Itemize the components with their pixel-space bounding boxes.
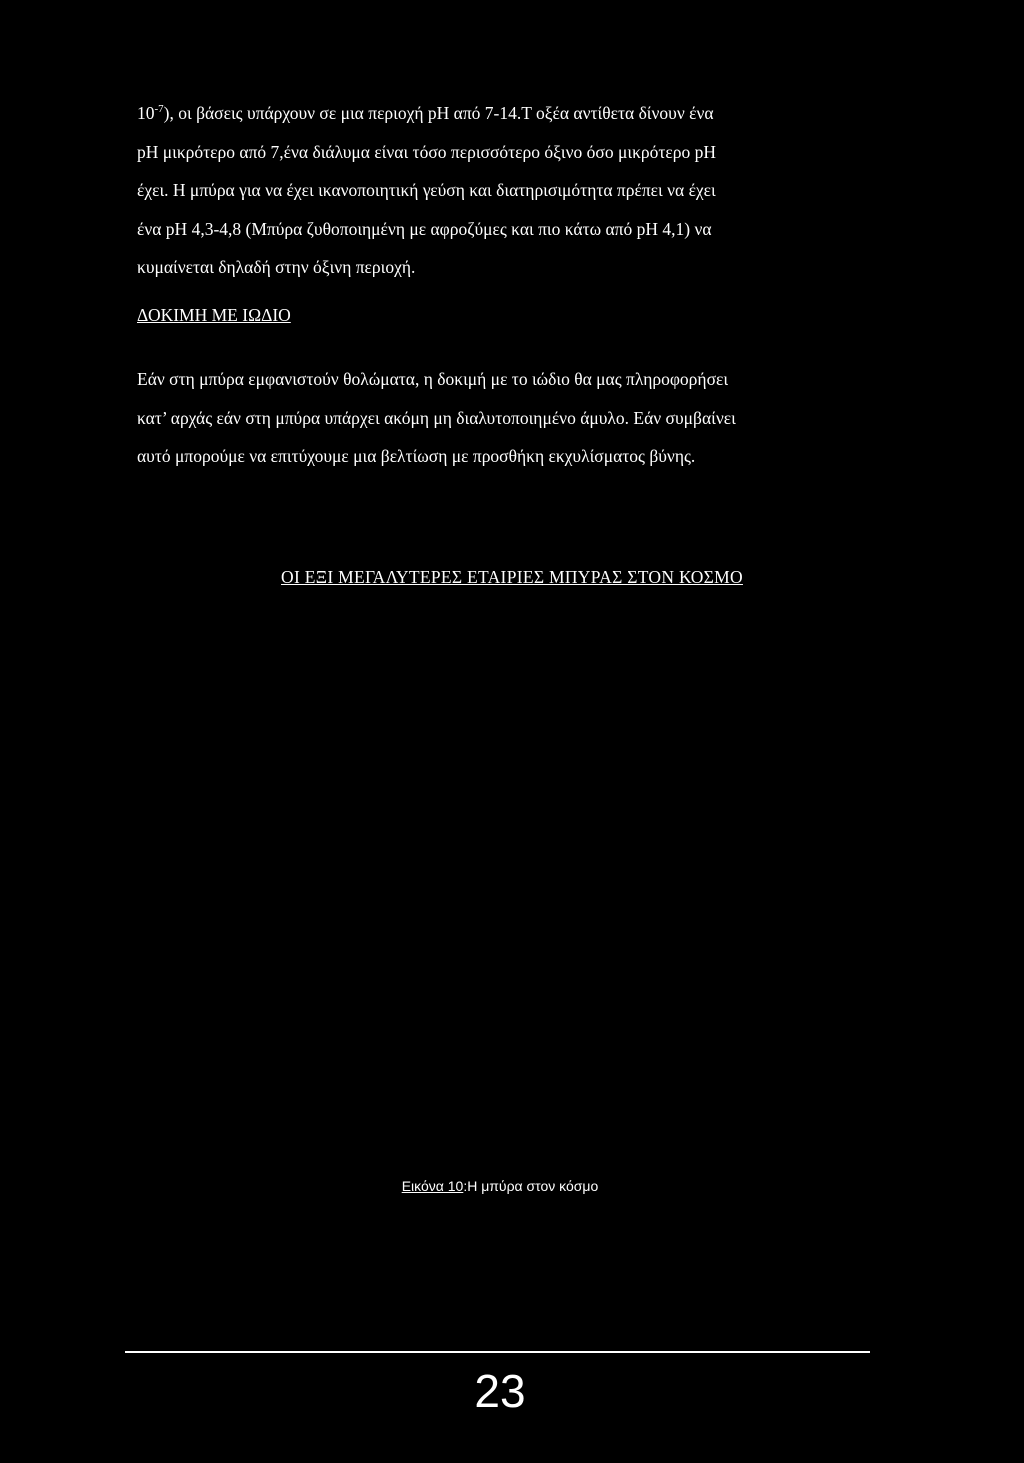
page-number: 23 bbox=[474, 1365, 526, 1417]
iodine-line-2: κατ’ αρχάς εάν στη μπύρα υπάρχει ακόμη μη διαλυτοποιημένο άμυλο. Εάν συμβαίνει bbox=[137, 407, 736, 428]
footer-divider bbox=[125, 1351, 870, 1353]
section-title: ΟΙ ΕΞΙ ΜΕΓΑΛΥΤΕΡΕΣ ΕΤΑΙΡΙΕΣ ΜΠΥΡΑΣ ΣΤΟΝ ΚΟΣΜΟ bbox=[281, 567, 743, 587]
iodine-test-heading: ΔΟΚΙΜΗ ΜΕ ΙΩΔΙΟ bbox=[137, 305, 291, 325]
iodine-line-1: Εάν στη μπύρα εμφανιστούν θολώματα, η δοκιμή με το ιώδιο θα μας πληροφορήσει bbox=[137, 369, 729, 389]
caption-text: :Η μπύρα στον κόσμο bbox=[463, 1178, 599, 1194]
iodine-line-3: αυτό μπορούμε να επιτύχουμε μια βελτίωση με προσθήκη εκχυλίσματος βύνης. bbox=[137, 446, 696, 466]
intro-line-3: έχει. Η μπύρα για να έχει ικανοποιητική γεύση και διατηρισιμότητα πρέπει να έχει bbox=[137, 180, 716, 200]
intro-paragraph bbox=[137, 94, 877, 287]
caption-label: Εικόνα 10 bbox=[401, 1178, 464, 1194]
exponent-base: 10 bbox=[137, 103, 155, 123]
intro-line-5: κυμαίνεται δηλαδή στην όξινη περιοχή. bbox=[137, 257, 416, 277]
exponent: -7 bbox=[154, 103, 164, 116]
intro-line-4: ένα pH 4,3-4,8 (Μπύρα ζυθοποιημένη με αφροζύμες και πιο κάτω από pH 4,1) να bbox=[137, 218, 712, 239]
figure-caption bbox=[0, 1178, 1000, 1194]
intro-line-2: pH μικρότερο από 7,ένα διάλυμα είναι τόσο περισσότερο όξινο όσο μικρότερο pH bbox=[137, 141, 717, 162]
iodine-paragraph bbox=[137, 360, 877, 476]
figure-image-area bbox=[137, 620, 887, 1160]
intro-line-1-text: ), οι βάσεις υπάρχουν σε μια περιοχή pH από 7-14.Τ οξέα αντίθετα δίνουν ένα bbox=[163, 103, 714, 123]
intro-line-1 bbox=[137, 94, 877, 133]
